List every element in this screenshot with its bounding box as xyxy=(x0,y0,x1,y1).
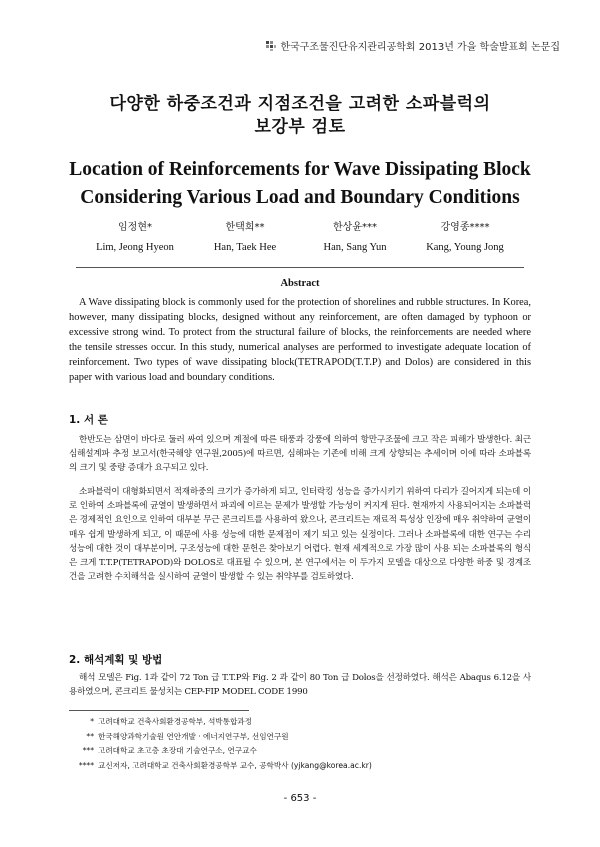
footnote-text: 고려대학교 건축사회환경공학부, 석박통합과정 xyxy=(98,717,252,726)
author-name-en: Kang, Young Jong xyxy=(426,242,504,253)
section-heading-method: 2. 해석계획 및 방법 xyxy=(69,654,163,666)
english-title-line2: Considering Various Load and Boundary Conditions xyxy=(80,187,520,208)
author-name-ko: 임정현* xyxy=(118,222,152,233)
author-name-ko: 한상윤*** xyxy=(333,222,377,233)
author-list xyxy=(80,221,520,255)
author xyxy=(190,221,300,255)
author-name-ko: 강영종**** xyxy=(440,222,490,233)
footnote-text: 고려대학교 초고층 초장대 기술연구소, 연구교수 xyxy=(98,746,257,755)
author-name-en: Lim, Jeong Hyeon xyxy=(96,242,174,253)
paragraph: 소파블럭이 대형화되면서 적재하중의 크기가 증가하게 되고, 인터락킹 성능을 증가시키기 위하여 다리가 길어지게 되는데 이로 인하여 소파블록에 균열이 발생하면서 파괴에 이르는 문제가 발생할 가능성이 커지게 된다. 현재까지 사용되어지는 소파블럭은 경제적인 요인으로 인하여 대부분 무근 콘크리트를 사용하여 왔으나, 콘크리트는 재료적 특성상 인장에 매우 취약하여 균열이 매우 쉽게 발생하게 되고, 이 때문에 사용 성능에 대한 문제점이 제기 되고 있는 실정이다. 그러나 소파블록에 대한 연구는 수리성능에 대한 것이 대부분이며, 구조성능에 대한 문헌은 찾아보기 어렵다. 현재 세계적으로 가장 많이 사용 되는 소파블록의 형식은 크게 T.T.P(TETRAPOD)와 DOLOS로 대표될 수 있으며, 본 연구에서는 이 두가지 모델을 대상으로 다양한 하중 및 경계조건을 고려한 수치해석을 실시하여 균열이 발생할 수 있는 취약부를 검토하였다. xyxy=(69,487,531,583)
author xyxy=(410,221,520,255)
running-header xyxy=(266,38,560,53)
korean-title-line1: 다양한 하중조건과 지점조건을 고려한 소파블럭의 xyxy=(109,94,491,114)
author xyxy=(80,221,190,255)
footnote xyxy=(72,715,532,730)
author xyxy=(300,221,410,255)
footnote xyxy=(72,730,532,745)
paragraph: 해석 모델은 Fig. 1과 같이 72 Ton 급 T.T.P와 Fig. 2 과 같이 80 Ton 급 Dolos을 선정하였다. 해석은 Abaqus 6.12을 사용하였으며, 콘크리트 물성치는 CEP-FIP MODEL CODE 1990 xyxy=(69,673,531,698)
footnote-divider xyxy=(69,710,249,711)
footnote-mark: ** xyxy=(86,731,94,741)
english-title xyxy=(0,156,600,212)
author-name-en: Han, Sang Yun xyxy=(323,242,387,253)
footnote-mark: *** xyxy=(82,746,94,755)
author-name-en: Han, Taek Hee xyxy=(213,242,277,253)
footnote-mark: **** xyxy=(78,760,94,770)
footnote-mark: * xyxy=(90,717,94,726)
abstract-text: A Wave dissipating block is commonly used for the protection of shorelines and rubble structures. In Korea, however, many dissipating blocks, designed without any reinforcement, are often damaged by typhoon or excessive strong wind. To protect from the structural failure of blocks, the reinforcements are needed where the tensile stresses occur. In this study, numerical analyses are performed to investigate adequate location of reinforcement. Two types of wave dissipating block(TETRAPOD(T.T.P) and Dolos) are considered in this paper with various load and boundary conditions. xyxy=(69,297,531,384)
footnote-text: 한국해양과학기술원 연안개발 · 에너지연구부, 선임연구원 xyxy=(98,731,289,741)
footnotes xyxy=(72,715,532,773)
footnote xyxy=(72,744,532,759)
paragraph: 한반도는 삼면이 바다로 둘러 싸여 있으며 계절에 따른 태풍과 강풍에 의하여 항만구조물에 크고 작은 피해가 발생한다. 최근 심해설계파 추정 보고서(한국해양 연구원,2005)에 따르면, 심해파는 기존에 비해 크게 상향되는 추세이며 이에 따라 소파블록의 크기 및 중량 증대가 요구되고 있다. xyxy=(69,435,531,474)
abstract-heading: Abstract xyxy=(280,278,320,289)
english-title-line1: Location of Reinforcements for Wave Dissipating Block xyxy=(69,159,531,180)
section-heading-introduction: 1. 서 론 xyxy=(69,414,108,426)
korean-title-line2: 보강부 검토 xyxy=(254,117,346,137)
running-head-text: 한국구조물진단유지관리공학회 2013년 가을 학술발표회 논문집 xyxy=(280,42,560,53)
page-number: - 653 - xyxy=(283,793,317,804)
korean-title xyxy=(0,93,600,139)
footnote-text: 교신저자, 고려대학교 건축사회환경공학부 교수, 공학박사 (yjkang@korea.ac.kr) xyxy=(98,760,372,770)
header-divider xyxy=(76,267,524,268)
footnote xyxy=(72,759,532,774)
grid-dots-icon xyxy=(266,41,276,51)
author-name-ko: 한택희** xyxy=(225,222,265,233)
